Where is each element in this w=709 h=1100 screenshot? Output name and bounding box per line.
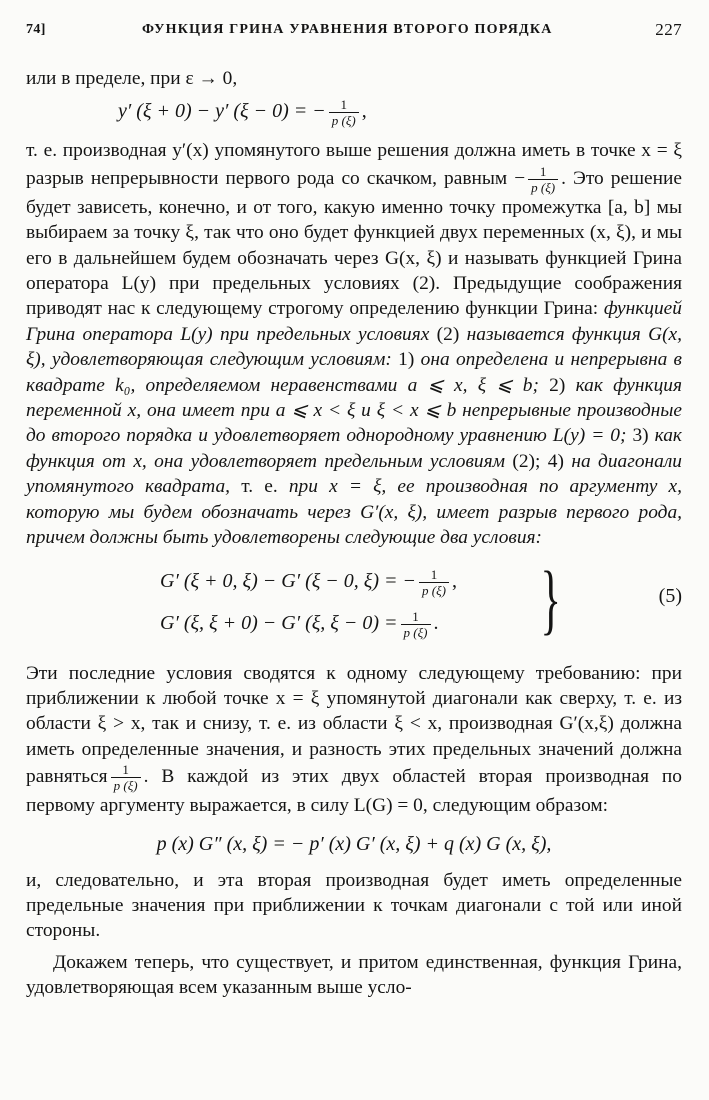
paragraph-requirement (26, 661, 682, 819)
fraction (419, 567, 449, 598)
fraction-denominator: p (ξ) (422, 582, 446, 598)
system-row-2 (160, 609, 439, 640)
fraction-numerator: 1 (329, 97, 359, 113)
fraction-numerator: 1 (401, 609, 431, 625)
fraction (528, 164, 558, 195)
system-row-1-lhs: G′ (ξ + 0, ξ) − G′ (ξ − 0, ξ) = − (160, 569, 417, 592)
punctuation: , (452, 569, 457, 592)
italic-run: как функция переменной x, она имеет при a ⩽ x < ξ и ξ < x ⩽ b непрерывные производные до второго порядка и удовлетворяет однородному уравнению L(y) = 0; (26, 374, 682, 447)
text-run: (2) (429, 323, 467, 345)
right-brace: } (540, 554, 562, 642)
equation-jump-y-lhs: y′ (ξ + 0) − y′ (ξ − 0) = − (118, 100, 326, 123)
text-run: 3) (626, 425, 655, 447)
punctuation: . (433, 611, 439, 634)
equation-system-5 (26, 554, 682, 649)
text-run: 2) (538, 374, 576, 396)
system-row-2-lhs: G′ (ξ, ξ + 0) − G′ (ξ, ξ − 0) = (160, 611, 398, 634)
page-number: 227 (655, 20, 682, 39)
paragraph-proof-start: Докажем теперь, что существует, и притом единственная, функция Грина, удовлетворяющая всем указанным выше усло- (26, 951, 682, 999)
text-run: (2); 4) (505, 450, 572, 472)
text-run: 1) (391, 349, 421, 371)
text-run: . Это решение будет зависеть, конечно, и от того, какую именно точку промежутка [a, b] мы выбираем за точку ξ, так что оно будет функцией двух переменных (x, ξ), и мы его в дальнейшем будем обозначать через G(x, ξ) и называть функцией Грина оператора L(y) при предельных условиях (2). Предыдущие соображения приводят нас к следующему строгому определению функции Грина: (26, 167, 682, 320)
book-page (26, 18, 682, 1001)
equation-second-derivative-text: p (x) G″ (x, ξ) = − p′ (x) G′ (x, ξ) + q (x) G (x, ξ), (156, 832, 552, 855)
text-run: т. е. (230, 476, 289, 498)
punctuation: , (361, 100, 367, 123)
paragraph-conclusion: и, следовательно, и эта вторая производная будет иметь определенные предельные значения при приближении к точкам диагонали с той или иной стороны. (26, 869, 682, 942)
italic-run: функцией Грина оператора L(y) при предельных условиях (26, 298, 682, 345)
fraction-denominator: p (ξ) (331, 113, 356, 129)
italic-run: как функция от x, она удовлетворяет предельным условиям (26, 425, 682, 472)
fraction (401, 609, 431, 640)
equation-second-derivative (26, 833, 682, 856)
fraction-numerator: 1 (528, 164, 558, 180)
system-row-1 (160, 567, 457, 598)
fraction (111, 762, 141, 793)
fraction (329, 97, 359, 128)
paragraph-definition (26, 138, 682, 550)
equation-jump-y (118, 97, 682, 128)
equation-number: (5) (658, 584, 682, 607)
italic-run: при x = ξ, ее производная по аргументу x, которую мы будем обозначать через G′(x, ξ), имеет разрыв первого рода, причем должны быть удовлетворены следующие два условия: (26, 476, 682, 549)
text-run: Эти последние условия сводятся к одному следующему требованию: при приближении к любой точке x = ξ упомянутой диагонали как сверху, т. е. из области ξ > x, так и снизу, т. е. из области ξ < x, производная G′(x,ξ) должна иметь определенные значения, и разность этих предельных значений должна равняться (26, 662, 682, 788)
intro-line: или в пределе, при ε → 0, (26, 68, 238, 89)
italic-run: называется функция G(x, ξ), удовлетворяющая следующим условиям: (26, 323, 682, 371)
text-run: т. е. производная y′(x) упомянутого выше решения должна иметь в точке x = ξ разрыв непрерывности первого рода со скачком, равным − (26, 140, 682, 189)
italic-run: на диагонали упомянутого квадрата, (26, 450, 682, 498)
fraction-denominator: p (ξ) (113, 778, 138, 794)
fraction-numerator: 1 (419, 567, 449, 583)
text-run: . В каждой из этих двух областей вторая производная по первому аргументу выражается, в силу L(G) = 0, следующим образом: (26, 766, 682, 817)
running-header (26, 18, 682, 44)
fraction-denominator: p (ξ) (403, 624, 428, 640)
italic-run: она определена и непрерывна в квадрате k₀, определяемом неравенствами a ⩽ x, ξ ⩽ b; (26, 349, 682, 396)
fraction-numerator: 1 (111, 762, 141, 778)
section-marker: 74] (26, 22, 46, 37)
running-title: ФУНКЦИЯ ГРИНА УРАВНЕНИЯ ВТОРОГО ПОРЯДКА (142, 22, 553, 37)
fraction-denominator: p (ξ) (531, 179, 556, 195)
